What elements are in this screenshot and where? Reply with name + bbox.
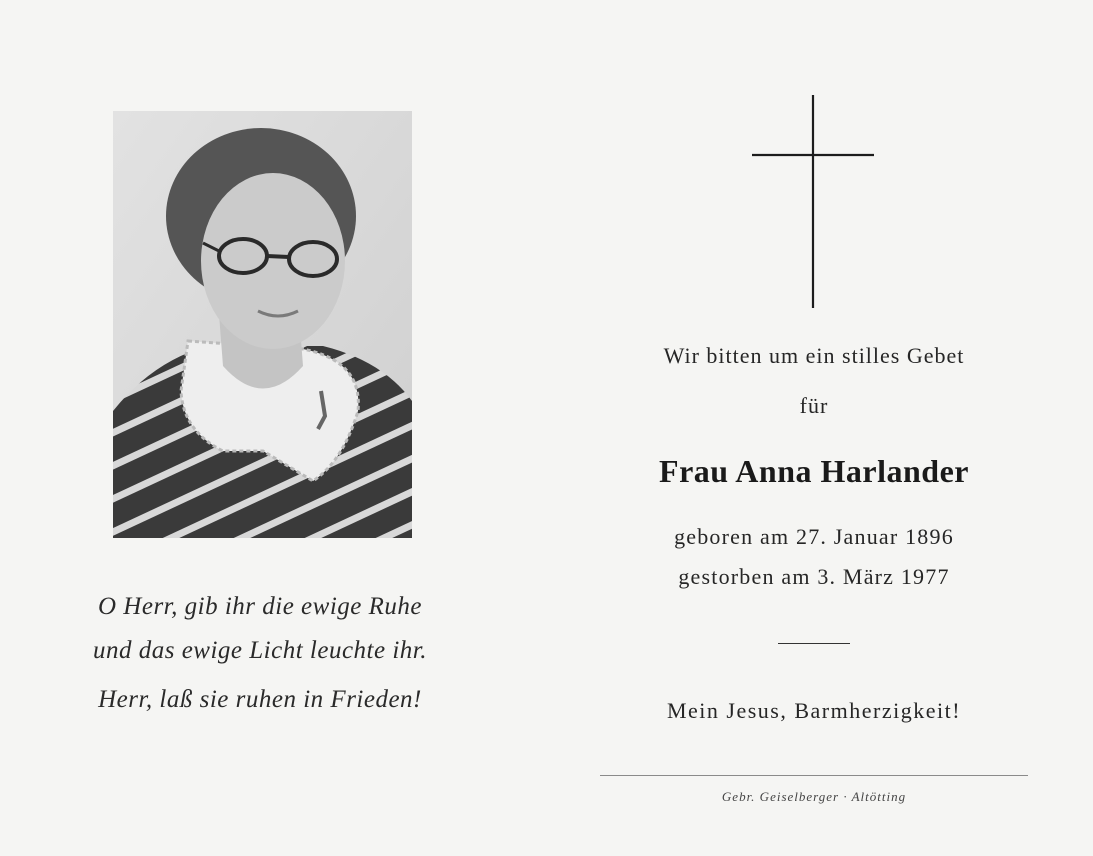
birth-date: geboren am 27. Januar 1896 [674,524,954,549]
for-label: für [799,393,829,418]
divider-long [600,775,1028,776]
prayer-request: Wir bitten um ein stilles Gebet [663,343,965,368]
cross-icon [752,95,876,309]
death-date: gestorben am 3. März 1977 [678,564,950,589]
printer-imprint: Gebr. Geiselberger · Altötting [721,789,907,804]
prayer-line-1: O Herr, gib ihr die ewige Ruhe [98,593,422,620]
deceased-name: Frau Anna Harlander [659,453,969,489]
divider-short [778,643,850,644]
prayer-line-3: Herr, laß sie ruhen in Frieden! [98,686,422,713]
closing-invocation: Mein Jesus, Barmherzigkeit! [666,698,962,723]
prayer-line-2: und das ewige Licht leuchte ihr. [92,637,428,664]
portrait-photo [113,111,412,538]
